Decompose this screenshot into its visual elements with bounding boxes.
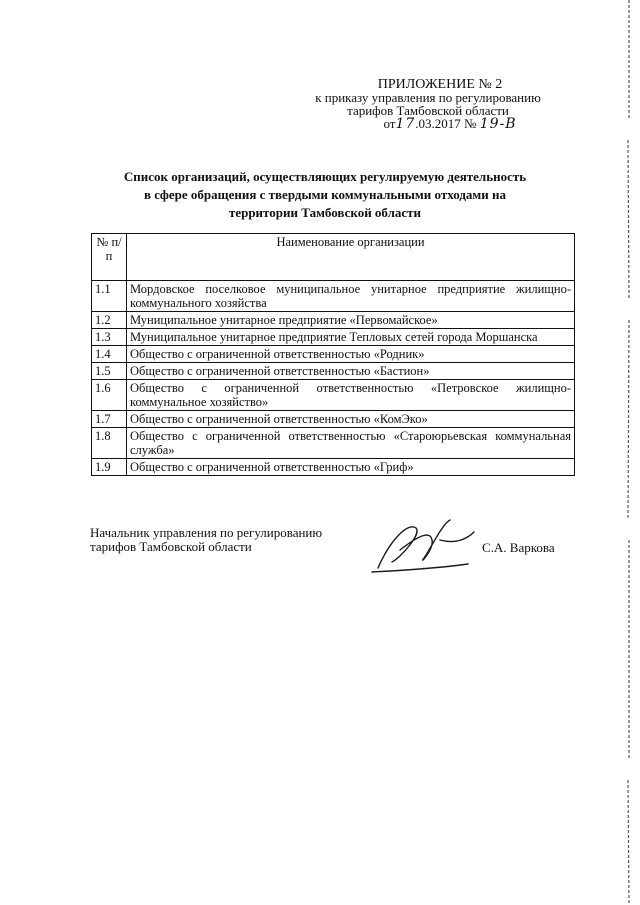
document-title-line-2: в сфере обращения с твердыми коммунальными отходами на <box>144 187 506 202</box>
signatory-title-line-2: тарифов Тамбовской области <box>90 539 252 554</box>
table-row <box>92 411 575 428</box>
row-number: 1.8 <box>92 428 127 459</box>
table-row <box>92 281 575 312</box>
appendix-header <box>288 78 568 131</box>
row-number: 1.2 <box>92 312 127 329</box>
handwritten-signature <box>370 510 480 580</box>
scan-edge-line <box>626 0 632 905</box>
row-number: 1.6 <box>92 380 127 411</box>
row-number: 1.3 <box>92 329 127 346</box>
row-number: 1.4 <box>92 346 127 363</box>
document-title <box>90 168 560 222</box>
row-organization-name: Мордовское поселковое муниципальное унитарное предприятие жилищно-коммунального хозяйства <box>127 281 575 312</box>
row-number: 1.7 <box>92 411 127 428</box>
table-row <box>92 459 575 476</box>
row-organization-name: Общество с ограниченной ответственностью «Староюрьевская коммунальная служба» <box>127 428 575 459</box>
order-number: 19-В <box>479 116 517 132</box>
document-title-line-3: территории Тамбовской области <box>228 205 422 220</box>
date-day: 17 <box>395 116 416 132</box>
date-prefix: от <box>383 116 396 131</box>
table-header-row <box>92 234 575 281</box>
table-row <box>92 312 575 329</box>
table-row <box>92 329 575 346</box>
table-row <box>92 346 575 363</box>
appendix-order-line: к приказу управления по регулированию <box>315 90 541 105</box>
appendix-authority-line: тарифов Тамбовской области <box>347 103 509 118</box>
row-organization-name: Муниципальное унитарное предприятие Тепловых сетей города Моршанска <box>127 329 575 346</box>
appendix-title: ПРИЛОЖЕНИЕ № 2 <box>377 77 503 92</box>
row-organization-name: Общество с ограниченной ответственностью «Петровское жилищно-коммунальное хозяйство» <box>127 380 575 411</box>
row-number: 1.5 <box>92 363 127 380</box>
signatory-title <box>90 526 322 554</box>
row-organization-name: Общество с ограниченной ответственностью «КомЭко» <box>127 411 575 428</box>
table-row <box>92 428 575 459</box>
signatory-title-line-1: Начальник управления по регулированию <box>90 525 323 540</box>
row-number: 1.1 <box>92 281 127 312</box>
appendix-date-line <box>332 117 568 131</box>
row-organization-name: Общество с ограниченной ответственностью «Родник» <box>127 346 575 363</box>
document-title-line-1: Список организаций, осуществляющих регулируемую деятельность <box>123 169 527 184</box>
header-number: № п/п <box>92 234 127 281</box>
table-row <box>92 380 575 411</box>
row-organization-name: Общество с ограниченной ответственностью «Гриф» <box>127 459 575 476</box>
row-number: 1.9 <box>92 459 127 476</box>
date-rest: .03.2017 № <box>415 116 477 131</box>
row-organization-name: Муниципальное унитарное предприятие «Первомайское» <box>127 312 575 329</box>
signatory-name: С.А. Варкова <box>482 540 555 555</box>
organizations-table <box>91 233 575 476</box>
table-row <box>92 363 575 380</box>
header-organization-name: Наименование организации <box>127 234 575 281</box>
row-organization-name: Общество с ограниченной ответственностью «Бастион» <box>127 363 575 380</box>
